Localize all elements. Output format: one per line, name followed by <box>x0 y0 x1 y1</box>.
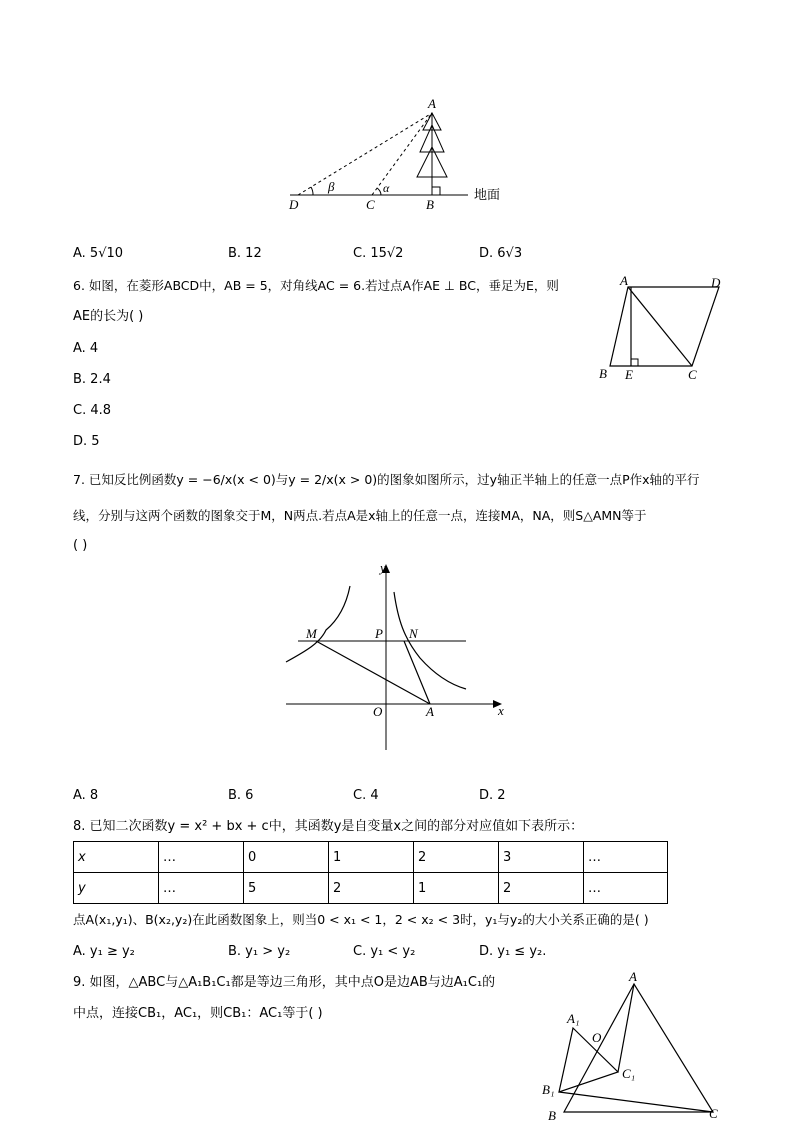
point-label-B1: B₁ <box>542 1082 555 1097</box>
q7-option-b[interactable]: B. 6 <box>228 788 254 803</box>
table-cell: 5 <box>244 873 329 904</box>
axis-label-y: y <box>380 560 386 575</box>
q5-figure <box>280 95 520 215</box>
point-label-C: C <box>688 367 697 382</box>
value-table <box>73 841 668 904</box>
segment-AC1 <box>618 984 634 1072</box>
q5-option-c[interactable]: C. 15√2 <box>353 246 404 261</box>
table-cell: 2 <box>329 873 414 904</box>
point-label-A: A <box>620 273 628 288</box>
point-label-B: B <box>426 197 434 212</box>
point-label-A: A <box>426 704 434 719</box>
point-label-A1: A₁ <box>567 1011 580 1026</box>
triangle-A1B1C1 <box>559 1028 618 1092</box>
axis-label-x: x <box>498 703 504 718</box>
diagonal-AC <box>628 287 692 366</box>
angle-label-beta: β <box>328 179 335 194</box>
q7-stem-line2: 线，分别与这两个函数的图象交于M，N两点.若点A是x轴上的任意一点，连接MA，NA，则S△AMN等于 <box>73 508 647 523</box>
q5-option-d[interactable]: D. 6√3 <box>479 246 523 261</box>
table-cell: 2 <box>499 873 584 904</box>
table-cell: y <box>74 873 159 904</box>
point-label-C: C <box>709 1106 718 1121</box>
origin-label-O: O <box>373 704 383 719</box>
table-row <box>74 842 668 873</box>
q7-stem-line1: 7. 已知反比例函数y = −6/x(x < 0)与y = 2/x(x > 0)的图象如图所示，过y轴正半轴上的任意一点P作x轴的平行 <box>73 472 700 487</box>
point-label-A: A <box>428 96 436 111</box>
table-cell: … <box>584 842 668 873</box>
right-angle-mark <box>432 187 440 195</box>
table-cell: 1 <box>329 842 414 873</box>
ground-label: 地面 <box>474 188 501 203</box>
q6-stem-line1: 6. 如图，在菱形ABCD中，AB = 5，对角线AC = 6.若过点A作AE ⊥ BC，垂足为E，则 <box>73 278 559 293</box>
q7-option-c[interactable]: C. 4 <box>353 788 379 803</box>
point-label-P: P <box>375 626 383 641</box>
q8-stem-line2: 点A(x₁,y₁)、B(x₂,y₂)在此函数图象上，则当0 < x₁ < 1，2 < x₂ < 3时，y₁与y₂的大小关系正确的是( ) <box>73 912 649 927</box>
point-label-A: A <box>629 969 637 984</box>
point-label-N: N <box>409 626 418 641</box>
rhombus-ABCD <box>610 287 719 366</box>
point-label-O: O <box>592 1030 602 1045</box>
q6-option-b[interactable]: B. 2.4 <box>73 372 111 387</box>
table-cell: 2 <box>414 842 499 873</box>
table-cell: … <box>159 873 244 904</box>
point-label-E: E <box>625 367 633 382</box>
point-label-D: D <box>289 197 299 212</box>
table-cell: x <box>74 842 159 873</box>
table-cell: … <box>584 873 668 904</box>
q8-option-a[interactable]: A. y₁ ≥ y₂ <box>73 944 135 959</box>
point-label-B: B <box>548 1108 556 1123</box>
q8-stem-line1: 8. 已知二次函数y = x² + bx + c中，其函数y是自变量x之间的部分对应值如下表所示： <box>73 819 584 834</box>
sight-line-D <box>298 113 432 195</box>
table-row <box>74 873 668 904</box>
table-cell: 3 <box>499 842 584 873</box>
segment-NA <box>404 641 430 704</box>
q6-option-a[interactable]: A. 4 <box>73 341 99 356</box>
q7-option-a[interactable]: A. 8 <box>73 788 99 803</box>
q9-stem-line2: 中点，连接CB₁，AC₁，则CB₁：AC₁等于( ) <box>73 1006 323 1021</box>
q8-option-d[interactable]: D. y₁ ≤ y₂. <box>479 944 547 959</box>
q7-stem-line3: ( ) <box>73 538 88 553</box>
point-label-M: M <box>306 626 317 641</box>
point-label-C: C <box>366 197 375 212</box>
point-label-C1: C₁ <box>622 1066 636 1081</box>
q6-stem-line2: AE的长为( ) <box>73 309 144 324</box>
point-label-B: B <box>599 366 607 381</box>
curve-left <box>286 586 350 662</box>
q7-figure <box>280 558 510 756</box>
q8-option-b[interactable]: B. y₁ > y₂ <box>228 944 291 959</box>
segment-CB1 <box>559 1092 713 1112</box>
q5-option-b[interactable]: B. 12 <box>228 246 262 261</box>
angle-beta-arc <box>311 187 313 195</box>
point-label-D: D <box>711 275 721 290</box>
table-cell: … <box>159 842 244 873</box>
table-cell: 1 <box>414 873 499 904</box>
q6-option-d[interactable]: D. 5 <box>73 434 100 449</box>
q9-stem-line1: 9. 如图，△ABC与△A₁B₁C₁都是等边三角形，其中点O是边AB与边A₁C₁的 <box>73 975 496 990</box>
right-angle-mark <box>631 359 638 366</box>
q7-option-d[interactable]: D. 2 <box>479 788 506 803</box>
sight-line-C <box>372 113 432 195</box>
q8-option-c[interactable]: C. y₁ < y₂ <box>353 944 416 959</box>
q6-figure <box>594 272 729 384</box>
triangle-ABC <box>564 984 713 1112</box>
segment-MA <box>316 641 430 704</box>
q5-option-a[interactable]: A. 5√10 <box>73 246 124 261</box>
q6-option-c[interactable]: C. 4.8 <box>73 403 112 418</box>
angle-label-alpha: α <box>383 181 390 195</box>
table-cell: 0 <box>244 842 329 873</box>
q9-figure <box>536 968 726 1123</box>
angle-alpha-arc <box>377 188 381 195</box>
